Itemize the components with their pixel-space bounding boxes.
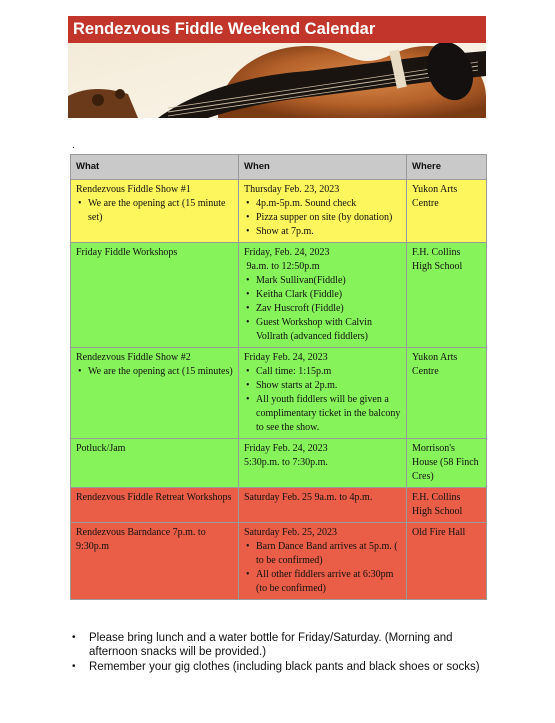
event-name: Friday Fiddle Workshops	[76, 247, 178, 258]
cell-what	[71, 180, 239, 243]
table-header-row	[71, 155, 487, 180]
table-row	[71, 243, 487, 348]
header-what: What	[71, 155, 239, 180]
cell-what	[71, 488, 239, 523]
schedule-item: • All other fiddlers arrive at 6:30pm (to be confirmed)	[256, 568, 402, 596]
schedule-item: • Guest Workshop with Calvin Vollrath (advanced fiddlers)	[256, 316, 402, 344]
note-item: • Remember your gig clothes (including black pants and black shoes or socks)	[89, 660, 480, 674]
cell-what	[71, 243, 239, 348]
cell-when	[239, 348, 407, 439]
header-when: When	[239, 155, 407, 180]
header-where: Where	[407, 155, 487, 180]
cell-what	[71, 348, 239, 439]
notes-list	[70, 631, 480, 675]
schedule-list	[244, 274, 402, 344]
event-notes	[76, 365, 234, 379]
note-item: • Please bring lunch and a water bottle for Friday/Saturday. (Morning and afternoon snacks will be provided.)	[89, 631, 480, 659]
schedule-item: • Show at 7p.m.	[256, 225, 402, 239]
when-line: Saturday Feb. 25, 2023	[244, 527, 338, 538]
table-row	[71, 488, 487, 523]
when-line: Thursday Feb. 23, 2023	[244, 184, 340, 195]
schedule-list	[244, 540, 402, 596]
when-line: 9a.m. to 12:50p.m	[244, 261, 320, 272]
schedule-item: • Barn Dance Band arrives at 5p.m. ( to be confirmed)	[256, 540, 402, 568]
table-row	[71, 180, 487, 243]
cell-where: Old Fire Hall	[407, 523, 487, 600]
cell-where: F.H. Collins High School	[407, 243, 487, 348]
event-note-item: • We are the opening act (15 minute set)	[88, 197, 234, 225]
cell-where: Yukon Arts Centre	[407, 180, 487, 243]
schedule-item: • Zav Huscroft (Fiddle)	[256, 302, 402, 316]
schedule-list	[244, 197, 402, 239]
cell-what	[71, 523, 239, 600]
event-name: Rendezvous Fiddle Retreat Workshops	[76, 492, 232, 503]
event-notes	[76, 197, 234, 225]
when-line: Saturday Feb. 25 9a.m. to 4p.m.	[244, 492, 373, 503]
cell-what	[71, 439, 239, 488]
calendar-table	[70, 154, 487, 600]
schedule-item: • Keitha Clark (Fiddle)	[256, 288, 402, 302]
cell-when	[239, 439, 407, 488]
schedule-item: • Call time: 1:15p.m	[256, 365, 402, 379]
page-title: Rendezvous Fiddle Weekend Calendar	[68, 16, 486, 43]
table-row	[71, 439, 487, 488]
table-body	[71, 180, 487, 600]
event-name: Rendezvous Fiddle Show #2	[76, 352, 191, 363]
event-name: Potluck/Jam	[76, 443, 126, 454]
cell-where: Morrison's House (58 Finch Cres)	[407, 439, 487, 488]
cell-when	[239, 488, 407, 523]
schedule-item: • Pizza supper on site (by donation)	[256, 211, 402, 225]
cell-where: F.H. Collins High School	[407, 488, 487, 523]
event-name: Rendezvous Fiddle Show #1	[76, 184, 191, 195]
cell-where: Yukon Arts Centre	[407, 348, 487, 439]
table-row	[71, 523, 487, 600]
schedule-list	[244, 365, 402, 435]
when-line: Friday, Feb. 24, 2023	[244, 247, 330, 258]
schedule-item: • All youth fiddlers will be given a complimentary ticket in the balcony to see the show.	[256, 393, 402, 435]
when-line: Friday Feb. 24, 2023	[244, 443, 328, 454]
schedule-item: • Show starts at 2p.m.	[256, 379, 402, 393]
cell-when	[239, 243, 407, 348]
schedule-item: • Mark Sullivan(Fiddle)	[256, 274, 402, 288]
table-row	[71, 348, 487, 439]
stray-dot: .	[72, 140, 75, 151]
event-note-item: • We are the opening act (15 minutes)	[88, 365, 234, 379]
cell-when	[239, 523, 407, 600]
when-line: 5:30p.m. to 7:30p.m.	[244, 457, 328, 468]
event-name: Rendezvous Barndance 7p.m. to 9:30p.m	[76, 527, 206, 552]
header-banner	[68, 16, 486, 118]
cell-when	[239, 180, 407, 243]
schedule-item: • 4p.m-5p.m. Sound check	[256, 197, 402, 211]
when-line: Friday Feb. 24, 2023	[244, 352, 328, 363]
